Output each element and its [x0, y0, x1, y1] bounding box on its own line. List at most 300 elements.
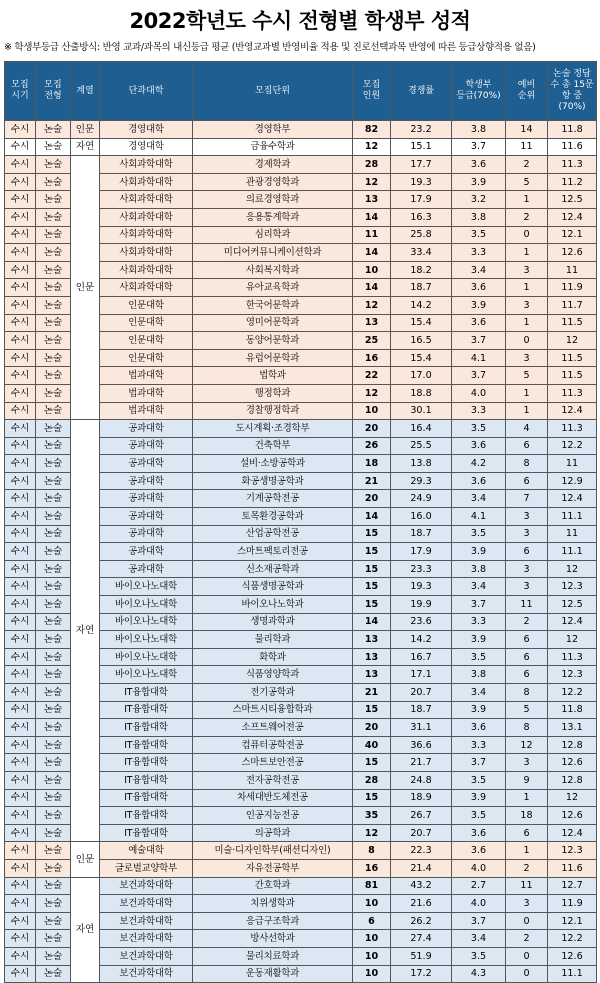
- cell-quota: 16: [353, 859, 391, 877]
- cell-competition: 20.7: [391, 684, 452, 702]
- cell-college: 바이오나노대학: [100, 631, 193, 649]
- cell-college: 보건과학대학: [100, 965, 193, 983]
- cell-college: 바이오나노대학: [100, 648, 193, 666]
- cell-waitlist: 11: [506, 138, 548, 156]
- cell-essay: 12: [548, 631, 597, 649]
- cell-department: 응용통계학과: [193, 208, 353, 226]
- table-row: [5, 156, 597, 174]
- cell-quota: 14: [353, 279, 391, 297]
- cell-track: 자연: [71, 420, 100, 842]
- cell-competition: 23.6: [391, 613, 452, 631]
- cell-period: 수시: [5, 596, 36, 614]
- cell-competition: 21.7: [391, 754, 452, 772]
- cell-department: 미술·디자인학부(패션디자인): [193, 842, 353, 860]
- cell-college: 인문대학: [100, 314, 193, 332]
- cell-college: 공과대학: [100, 560, 193, 578]
- cell-college: IT융합대학: [100, 771, 193, 789]
- cell-department: 금융수학과: [193, 138, 353, 156]
- cell-essay: 11: [548, 455, 597, 473]
- cell-competition: 17.9: [391, 191, 452, 209]
- cell-department: 운동재활학과: [193, 965, 353, 983]
- cell-grade: 3.6: [452, 156, 506, 174]
- cell-competition: 26.7: [391, 807, 452, 825]
- cell-essay: 11.5: [548, 314, 597, 332]
- cell-track: 인문: [71, 842, 100, 877]
- cell-competition: 23.3: [391, 560, 452, 578]
- cell-department: 토목환경공학과: [193, 508, 353, 526]
- cell-competition: 18.2: [391, 261, 452, 279]
- cell-type: 논술: [36, 754, 71, 772]
- cell-department: 화공생명공학과: [193, 472, 353, 490]
- cell-quota: 25: [353, 332, 391, 350]
- cell-quota: 35: [353, 807, 391, 825]
- cell-quota: 28: [353, 771, 391, 789]
- cell-competition: 17.2: [391, 965, 452, 983]
- cell-period: 수시: [5, 349, 36, 367]
- cell-type: 논술: [36, 842, 71, 860]
- cell-competition: 25.8: [391, 226, 452, 244]
- cell-department: 경찰행정학과: [193, 402, 353, 420]
- cell-type: 논술: [36, 332, 71, 350]
- cell-competition: 13.8: [391, 455, 452, 473]
- cell-essay: 11.1: [548, 965, 597, 983]
- header-essay-score: 논술 정답 수 총 15문 항 중 (70%): [548, 62, 597, 121]
- cell-waitlist: 2: [506, 156, 548, 174]
- cell-competition: 17.0: [391, 367, 452, 385]
- cell-waitlist: 7: [506, 490, 548, 508]
- cell-grade: 3.9: [452, 701, 506, 719]
- cell-type: 논술: [36, 191, 71, 209]
- cell-college: IT융합대학: [100, 719, 193, 737]
- cell-waitlist: 0: [506, 912, 548, 930]
- cell-competition: 15.4: [391, 349, 452, 367]
- cell-quota: 10: [353, 930, 391, 948]
- cell-quota: 82: [353, 121, 391, 139]
- header-grade: 학생부 등급(70%): [452, 62, 506, 121]
- cell-essay: 11.9: [548, 279, 597, 297]
- cell-department: 법학과: [193, 367, 353, 385]
- cell-department: 경영학부: [193, 121, 353, 139]
- cell-type: 논술: [36, 455, 71, 473]
- cell-type: 논술: [36, 472, 71, 490]
- cell-grade: 3.8: [452, 560, 506, 578]
- cell-department: 식품영양학과: [193, 666, 353, 684]
- cell-type: 논술: [36, 684, 71, 702]
- header-quota: 모집 인원: [353, 62, 391, 121]
- cell-quota: 16: [353, 349, 391, 367]
- table-row: [5, 877, 597, 895]
- cell-department: 유럽어문학과: [193, 349, 353, 367]
- cell-essay: 11.3: [548, 384, 597, 402]
- cell-period: 수시: [5, 525, 36, 543]
- cell-college: 글로벌교양학부: [100, 859, 193, 877]
- calculation-note: ※ 학생부등급 산출방식: 반영 교과/과목의 내신등급 평균 (반영교과별 반영비율 적용 및 진로선택과목 반영에 따른 등급상향적용 없음): [4, 42, 536, 53]
- cell-type: 논술: [36, 121, 71, 139]
- cell-essay: 12.6: [548, 807, 597, 825]
- cell-type: 논술: [36, 156, 71, 174]
- cell-quota: 10: [353, 965, 391, 983]
- cell-competition: 22.3: [391, 842, 452, 860]
- cell-period: 수시: [5, 895, 36, 913]
- cell-type: 논술: [36, 947, 71, 965]
- cell-quota: 12: [353, 173, 391, 191]
- cell-type: 논술: [36, 384, 71, 402]
- header-competition: 경쟁률: [391, 62, 452, 121]
- cell-grade: 4.3: [452, 965, 506, 983]
- header-department: 모집단위: [193, 62, 353, 121]
- cell-competition: 23.2: [391, 121, 452, 139]
- cell-period: 수시: [5, 877, 36, 895]
- cell-grade: 3.9: [452, 296, 506, 314]
- cell-essay: 12.4: [548, 490, 597, 508]
- cell-college: IT융합대학: [100, 684, 193, 702]
- cell-type: 논술: [36, 208, 71, 226]
- cell-period: 수시: [5, 367, 36, 385]
- cell-competition: 16.4: [391, 420, 452, 438]
- cell-grade: 4.0: [452, 895, 506, 913]
- cell-period: 수시: [5, 208, 36, 226]
- cell-department: 사회복지학과: [193, 261, 353, 279]
- table-row: [5, 138, 597, 156]
- cell-essay: 12.1: [548, 912, 597, 930]
- cell-quota: 13: [353, 191, 391, 209]
- cell-grade: 4.1: [452, 508, 506, 526]
- cell-essay: 12.6: [548, 947, 597, 965]
- cell-waitlist: 5: [506, 173, 548, 191]
- cell-essay: 11.6: [548, 859, 597, 877]
- cell-quota: 20: [353, 719, 391, 737]
- cell-type: 논술: [36, 736, 71, 754]
- cell-department: 설비·소방공학과: [193, 455, 353, 473]
- cell-essay: 12.3: [548, 578, 597, 596]
- cell-quota: 28: [353, 156, 391, 174]
- cell-quota: 14: [353, 508, 391, 526]
- cell-essay: 12.4: [548, 208, 597, 226]
- cell-waitlist: 9: [506, 771, 548, 789]
- cell-waitlist: 2: [506, 859, 548, 877]
- cell-college: 인문대학: [100, 296, 193, 314]
- cell-essay: 11.7: [548, 296, 597, 314]
- cell-essay: 12.3: [548, 666, 597, 684]
- cell-quota: 21: [353, 684, 391, 702]
- cell-essay: 12.1: [548, 226, 597, 244]
- cell-department: 방사선학과: [193, 930, 353, 948]
- cell-period: 수시: [5, 156, 36, 174]
- cell-essay: 11.6: [548, 138, 597, 156]
- cell-grade: 3.2: [452, 191, 506, 209]
- cell-type: 논술: [36, 613, 71, 631]
- cell-college: 사회과학대학: [100, 279, 193, 297]
- cell-grade: 3.7: [452, 596, 506, 614]
- cell-essay: 11.8: [548, 701, 597, 719]
- cell-quota: 13: [353, 666, 391, 684]
- cell-college: IT융합대학: [100, 754, 193, 772]
- table-header-row: [5, 62, 597, 121]
- cell-period: 수시: [5, 965, 36, 983]
- cell-quota: 11: [353, 226, 391, 244]
- cell-quota: 22: [353, 367, 391, 385]
- cell-competition: 16.7: [391, 648, 452, 666]
- cell-essay: 12: [548, 789, 597, 807]
- cell-essay: 11.3: [548, 648, 597, 666]
- cell-quota: 10: [353, 947, 391, 965]
- cell-essay: 12.2: [548, 437, 597, 455]
- cell-period: 수시: [5, 402, 36, 420]
- cell-competition: 26.2: [391, 912, 452, 930]
- cell-essay: 11.1: [548, 543, 597, 561]
- cell-competition: 43.2: [391, 877, 452, 895]
- cell-competition: 51.9: [391, 947, 452, 965]
- cell-grade: 3.4: [452, 261, 506, 279]
- cell-essay: 12.8: [548, 736, 597, 754]
- cell-type: 논술: [36, 402, 71, 420]
- cell-quota: 15: [353, 525, 391, 543]
- cell-track: 자연: [71, 138, 100, 156]
- cell-type: 논술: [36, 666, 71, 684]
- cell-department: 의공학과: [193, 824, 353, 842]
- cell-grade: 3.9: [452, 173, 506, 191]
- cell-type: 논술: [36, 138, 71, 156]
- cell-type: 논술: [36, 279, 71, 297]
- cell-essay: 11.3: [548, 156, 597, 174]
- cell-essay: 11: [548, 261, 597, 279]
- cell-college: IT융합대학: [100, 701, 193, 719]
- cell-department: 관광경영학과: [193, 173, 353, 191]
- cell-waitlist: 12: [506, 736, 548, 754]
- cell-quota: 6: [353, 912, 391, 930]
- cell-waitlist: 2: [506, 208, 548, 226]
- cell-grade: 3.5: [452, 420, 506, 438]
- cell-waitlist: 0: [506, 965, 548, 983]
- cell-competition: 18.7: [391, 525, 452, 543]
- cell-quota: 13: [353, 314, 391, 332]
- table-body: [5, 121, 597, 983]
- cell-competition: 30.1: [391, 402, 452, 420]
- cell-college: 보건과학대학: [100, 947, 193, 965]
- cell-track: 인문: [71, 156, 100, 420]
- cell-essay: 12.4: [548, 613, 597, 631]
- table-row: [5, 121, 597, 139]
- cell-waitlist: 8: [506, 684, 548, 702]
- cell-college: 공과대학: [100, 437, 193, 455]
- cell-competition: 20.7: [391, 824, 452, 842]
- cell-grade: 3.5: [452, 525, 506, 543]
- cell-quota: 8: [353, 842, 391, 860]
- header-recruit-period: 모집 시기: [5, 62, 36, 121]
- cell-essay: 12.5: [548, 191, 597, 209]
- cell-college: 바이오나노대학: [100, 578, 193, 596]
- cell-type: 논술: [36, 895, 71, 913]
- cell-competition: 36.6: [391, 736, 452, 754]
- cell-college: 인문대학: [100, 349, 193, 367]
- cell-waitlist: 3: [506, 261, 548, 279]
- cell-college: 경영대학: [100, 121, 193, 139]
- cell-period: 수시: [5, 824, 36, 842]
- cell-essay: 12.2: [548, 684, 597, 702]
- cell-type: 논술: [36, 824, 71, 842]
- cell-period: 수시: [5, 930, 36, 948]
- cell-department: 유아교육학과: [193, 279, 353, 297]
- cell-competition: 24.8: [391, 771, 452, 789]
- cell-period: 수시: [5, 490, 36, 508]
- cell-waitlist: 5: [506, 367, 548, 385]
- cell-essay: 12: [548, 560, 597, 578]
- cell-waitlist: 6: [506, 437, 548, 455]
- cell-grade: 4.0: [452, 859, 506, 877]
- cell-department: 기계공학전공: [193, 490, 353, 508]
- cell-competition: 17.7: [391, 156, 452, 174]
- cell-grade: 3.9: [452, 789, 506, 807]
- cell-college: 바이오나노대학: [100, 613, 193, 631]
- cell-grade: 3.3: [452, 402, 506, 420]
- cell-grade: 3.4: [452, 578, 506, 596]
- cell-college: IT융합대학: [100, 736, 193, 754]
- cell-waitlist: 1: [506, 279, 548, 297]
- cell-grade: 2.7: [452, 877, 506, 895]
- cell-period: 수시: [5, 508, 36, 526]
- cell-college: 사회과학대학: [100, 226, 193, 244]
- cell-period: 수시: [5, 842, 36, 860]
- cell-type: 논술: [36, 648, 71, 666]
- cell-period: 수시: [5, 701, 36, 719]
- cell-type: 논술: [36, 807, 71, 825]
- cell-competition: 18.7: [391, 701, 452, 719]
- cell-department: 영미어문학과: [193, 314, 353, 332]
- cell-department: 행정학과: [193, 384, 353, 402]
- cell-waitlist: 8: [506, 455, 548, 473]
- page-title: 2022학년도 수시 전형별 학생부 성적: [129, 9, 471, 33]
- cell-department: 경제학과: [193, 156, 353, 174]
- cell-competition: 16.3: [391, 208, 452, 226]
- cell-grade: 3.5: [452, 648, 506, 666]
- cell-department: 의료경영학과: [193, 191, 353, 209]
- cell-college: 사회과학대학: [100, 191, 193, 209]
- cell-type: 논술: [36, 367, 71, 385]
- cell-department: 동양어문학과: [193, 332, 353, 350]
- cell-quota: 14: [353, 613, 391, 631]
- cell-type: 논술: [36, 314, 71, 332]
- cell-waitlist: 2: [506, 930, 548, 948]
- cell-grade: 4.2: [452, 455, 506, 473]
- cell-period: 수시: [5, 455, 36, 473]
- cell-essay: 12.4: [548, 824, 597, 842]
- cell-competition: 16.0: [391, 508, 452, 526]
- cell-waitlist: 1: [506, 191, 548, 209]
- cell-quota: 12: [353, 138, 391, 156]
- cell-grade: 3.7: [452, 367, 506, 385]
- cell-period: 수시: [5, 437, 36, 455]
- cell-type: 논술: [36, 349, 71, 367]
- cell-essay: 11.5: [548, 349, 597, 367]
- cell-period: 수시: [5, 684, 36, 702]
- cell-grade: 3.6: [452, 719, 506, 737]
- cell-grade: 3.6: [452, 279, 506, 297]
- cell-competition: 17.9: [391, 543, 452, 561]
- cell-grade: 3.8: [452, 666, 506, 684]
- cell-waitlist: 5: [506, 701, 548, 719]
- cell-quota: 12: [353, 296, 391, 314]
- cell-type: 논술: [36, 877, 71, 895]
- cell-college: IT융합대학: [100, 789, 193, 807]
- cell-waitlist: 3: [506, 525, 548, 543]
- cell-type: 논술: [36, 261, 71, 279]
- cell-essay: 12.7: [548, 877, 597, 895]
- cell-grade: 3.4: [452, 490, 506, 508]
- cell-waitlist: 18: [506, 807, 548, 825]
- cell-college: 사회과학대학: [100, 173, 193, 191]
- cell-quota: 10: [353, 261, 391, 279]
- cell-competition: 33.4: [391, 244, 452, 262]
- cell-quota: 12: [353, 384, 391, 402]
- cell-type: 논술: [36, 631, 71, 649]
- cell-department: 차세대반도체전공: [193, 789, 353, 807]
- cell-waitlist: 6: [506, 543, 548, 561]
- cell-period: 수시: [5, 560, 36, 578]
- cell-college: 법과대학: [100, 367, 193, 385]
- cell-grade: 3.7: [452, 138, 506, 156]
- cell-period: 수시: [5, 947, 36, 965]
- cell-quota: 15: [353, 754, 391, 772]
- cell-quota: 15: [353, 701, 391, 719]
- cell-grade: 3.3: [452, 736, 506, 754]
- cell-college: 인문대학: [100, 332, 193, 350]
- cell-period: 수시: [5, 666, 36, 684]
- cell-period: 수시: [5, 578, 36, 596]
- cell-period: 수시: [5, 912, 36, 930]
- cell-essay: 11.8: [548, 121, 597, 139]
- cell-type: 논술: [36, 560, 71, 578]
- cell-period: 수시: [5, 261, 36, 279]
- cell-period: 수시: [5, 191, 36, 209]
- cell-department: 한국어문학과: [193, 296, 353, 314]
- header-recruit-type: 모집 전형: [36, 62, 71, 121]
- cell-period: 수시: [5, 173, 36, 191]
- cell-period: 수시: [5, 859, 36, 877]
- cell-period: 수시: [5, 648, 36, 666]
- cell-department: 컴퓨터공학전공: [193, 736, 353, 754]
- cell-waitlist: 1: [506, 314, 548, 332]
- cell-waitlist: 4: [506, 420, 548, 438]
- cell-college: 사회과학대학: [100, 156, 193, 174]
- cell-grade: 3.8: [452, 121, 506, 139]
- cell-period: 수시: [5, 613, 36, 631]
- cell-waitlist: 3: [506, 508, 548, 526]
- cell-essay: 12.6: [548, 754, 597, 772]
- cell-type: 논술: [36, 490, 71, 508]
- cell-period: 수시: [5, 138, 36, 156]
- cell-competition: 19.3: [391, 173, 452, 191]
- cell-college: 예술대학: [100, 842, 193, 860]
- cell-type: 논술: [36, 244, 71, 262]
- cell-quota: 40: [353, 736, 391, 754]
- cell-competition: 31.1: [391, 719, 452, 737]
- cell-waitlist: 3: [506, 560, 548, 578]
- cell-waitlist: 3: [506, 349, 548, 367]
- cell-type: 논술: [36, 789, 71, 807]
- cell-grade: 3.5: [452, 947, 506, 965]
- cell-track: 자연: [71, 877, 100, 983]
- cell-quota: 20: [353, 490, 391, 508]
- cell-essay: 12.5: [548, 596, 597, 614]
- cell-grade: 3.6: [452, 314, 506, 332]
- cell-type: 논술: [36, 543, 71, 561]
- cell-waitlist: 3: [506, 895, 548, 913]
- cell-waitlist: 14: [506, 121, 548, 139]
- cell-grade: 4.0: [452, 384, 506, 402]
- cell-college: 사회과학대학: [100, 261, 193, 279]
- cell-period: 수시: [5, 384, 36, 402]
- cell-grade: 3.4: [452, 930, 506, 948]
